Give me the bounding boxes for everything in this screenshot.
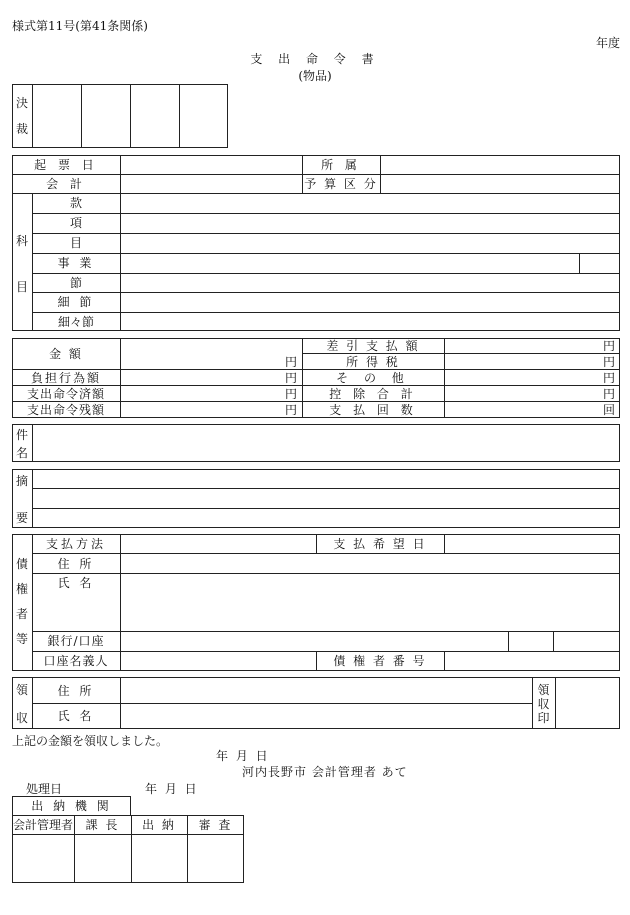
accounting-manager-col: 会計管理者 (12, 818, 73, 832)
subject-side-label-1: 科 (16, 234, 29, 248)
paid-label: 支出命令済額 (26, 387, 105, 401)
remaining-yen: 円 (285, 403, 298, 417)
subject-label-2: 名 (16, 446, 29, 460)
kan-label: 款 (69, 196, 82, 210)
summary-label-1: 摘 (16, 474, 29, 488)
payment-method-label: 支払方法 (45, 537, 106, 551)
income-tax-yen: 円 (603, 355, 616, 369)
other-label: そ の 他 (336, 371, 410, 385)
paid-yen: 円 (285, 387, 298, 401)
subject-side-label-2: 目 (16, 280, 29, 294)
creditor-side-4: 等 (16, 632, 29, 646)
fiscal-year-label: 年度 (596, 36, 621, 50)
accounting-label: 会 計 (46, 177, 86, 191)
creditor-name-label: 氏 名 (57, 576, 95, 590)
amount-label: 金 額 (49, 347, 83, 361)
creditor-side-2: 権 (16, 582, 29, 596)
page-subtitle: (物品) (298, 69, 332, 83)
processing-date-line: 年 月 日 (145, 782, 199, 796)
setsu-label: 節 (69, 276, 82, 290)
payment-count-unit: 回 (603, 403, 616, 417)
approval-stamp-box (12, 84, 228, 148)
creditor-side-1: 債 (16, 557, 29, 571)
approval-label-1: 決 (16, 96, 29, 110)
receipt-side-1: 領 (16, 683, 29, 697)
income-tax-label: 所 得 税 (346, 355, 400, 369)
kou-label: 項 (69, 216, 82, 230)
budget-category-label: 予 算 区 分 (304, 177, 378, 191)
office-label: 出 納 機 関 (31, 799, 112, 813)
receipt-name-label: 氏 名 (57, 709, 95, 723)
audit-col: 審 査 (198, 818, 233, 832)
section-chief-col: 課 長 (85, 818, 120, 832)
page-title: 支 出 命 令 書 (250, 52, 380, 66)
deduction-total-label: 控 除 合 計 (329, 387, 417, 401)
processing-date-label: 処理日 (26, 782, 63, 796)
deduction-total-yen: 円 (603, 387, 616, 401)
receipt-seal-label-2: 収 (537, 697, 550, 711)
payment-count-label: 支 払 回 数 (329, 403, 417, 417)
summary-label-2: 要 (16, 511, 29, 525)
receipt-statement: 上記の金額を領収しました。 (12, 734, 169, 748)
moku-label: 目 (69, 236, 82, 250)
department-label: 所 属 (321, 158, 361, 172)
saisetsu-label: 細 節 (57, 295, 95, 309)
net-payment-yen: 円 (603, 339, 616, 353)
cashier-col: 出 納 (142, 818, 176, 832)
saisaisetsu-label: 細々節 (57, 315, 94, 329)
burden-label: 負担行為額 (30, 371, 101, 385)
jigyou-label: 事 業 (57, 256, 95, 270)
subject-field[interactable] (34, 426, 618, 460)
desired-date-label: 支 払 希 望 日 (333, 537, 427, 551)
burden-yen: 円 (285, 371, 298, 385)
receipt-side-2: 収 (16, 711, 29, 725)
bank-account-label: 銀行/口座 (47, 634, 105, 648)
issue-date-label: 起 票 日 (34, 158, 98, 172)
subject-label-1: 件 (16, 428, 29, 442)
net-payment-label: 差 引 支 払 額 (326, 339, 420, 353)
account-holder-label: 口座名義人 (43, 654, 109, 668)
summary-field[interactable] (34, 471, 618, 526)
creditor-side-3: 者 (16, 607, 29, 621)
receipt-date-line: 年 月 日 (216, 749, 270, 763)
receipt-seal-label-1: 領 (537, 683, 550, 697)
receipt-seal-label-3: 印 (537, 711, 550, 725)
creditor-number-label: 債 権 者 番 号 (333, 654, 427, 668)
other-yen: 円 (603, 371, 616, 385)
amount-yen: 円 (285, 355, 298, 369)
form-number: 様式第11号(第41条関係) (12, 19, 148, 33)
creditor-address-label: 住 所 (57, 557, 95, 571)
receipt-addressee: 河内長野市 会計管理者 あて (242, 765, 408, 779)
approval-label-2: 裁 (16, 122, 29, 136)
receipt-address-label: 住 所 (57, 684, 95, 698)
remaining-label: 支出命令残額 (26, 403, 105, 417)
